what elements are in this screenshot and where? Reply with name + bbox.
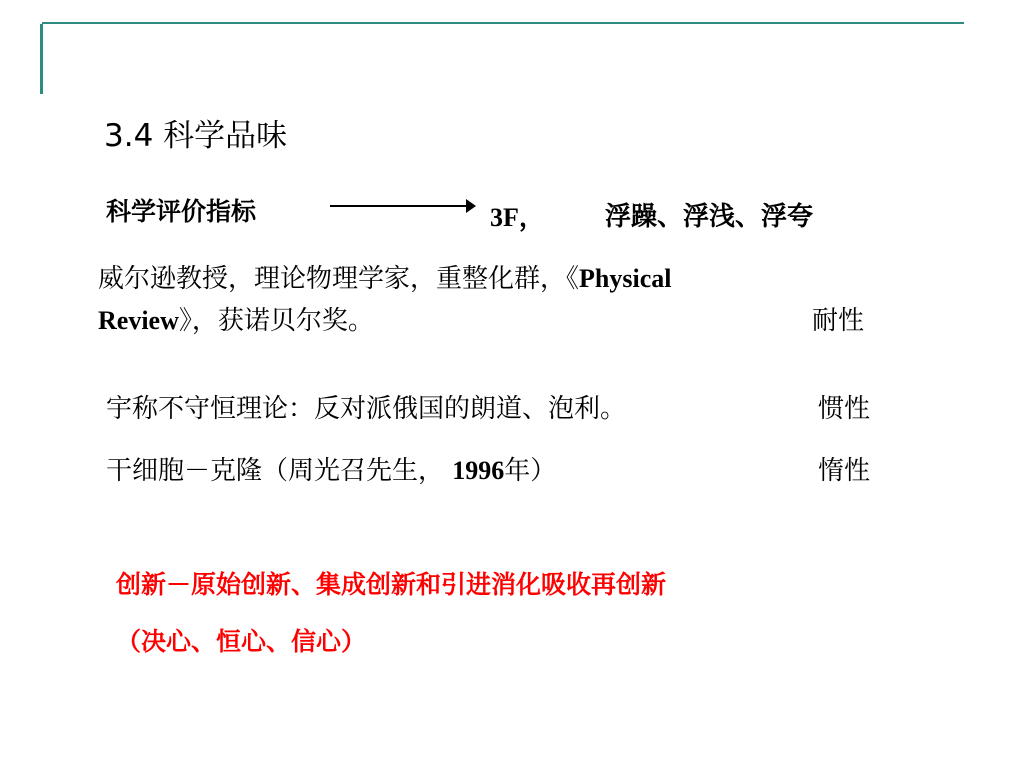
stemcell-year: 1996 — [452, 456, 505, 485]
frame-left-line — [40, 24, 43, 94]
wilson-line1-en: Physical — [579, 264, 672, 293]
wilson-line-1 — [98, 258, 671, 295]
stemcell-text: 干细胞－克隆（周光召先生， — [106, 456, 445, 486]
wilson-line2-en: Review — [98, 306, 179, 335]
arrow-line — [330, 205, 470, 207]
section-heading: 3.4 科学品味 — [104, 118, 288, 154]
eval-list: 浮躁、浮浅、浮夸 — [605, 202, 814, 232]
wilson-trait: 耐性 — [812, 306, 865, 336]
innovation-line: 创新－原始创新、集成创新和引进消化吸收再创新 — [116, 570, 667, 599]
stemcell-trait: 惰性 — [818, 456, 871, 486]
wilson-line2-cn: 》，获诺贝尔奖。 — [178, 306, 374, 336]
resolve-line: （决心、恒心、信心） — [116, 627, 367, 656]
wilson-line-2 — [98, 300, 374, 337]
frame-top-line — [42, 22, 964, 24]
arrow-head-icon — [466, 199, 476, 213]
stemcell-line — [106, 450, 556, 487]
wilson-line1-cn: 威尔逊教授，理论物理学家，重整化群，《 — [98, 264, 580, 294]
parity-text: 宇称不守恒理论：反对派俄国的朗道、泡利。 — [106, 394, 627, 424]
eval-3f: 3F， — [490, 203, 545, 232]
parity-trait: 惯性 — [818, 394, 871, 424]
stemcell-end: 年） — [504, 456, 557, 486]
eval-label: 科学评价指标 — [106, 197, 257, 226]
